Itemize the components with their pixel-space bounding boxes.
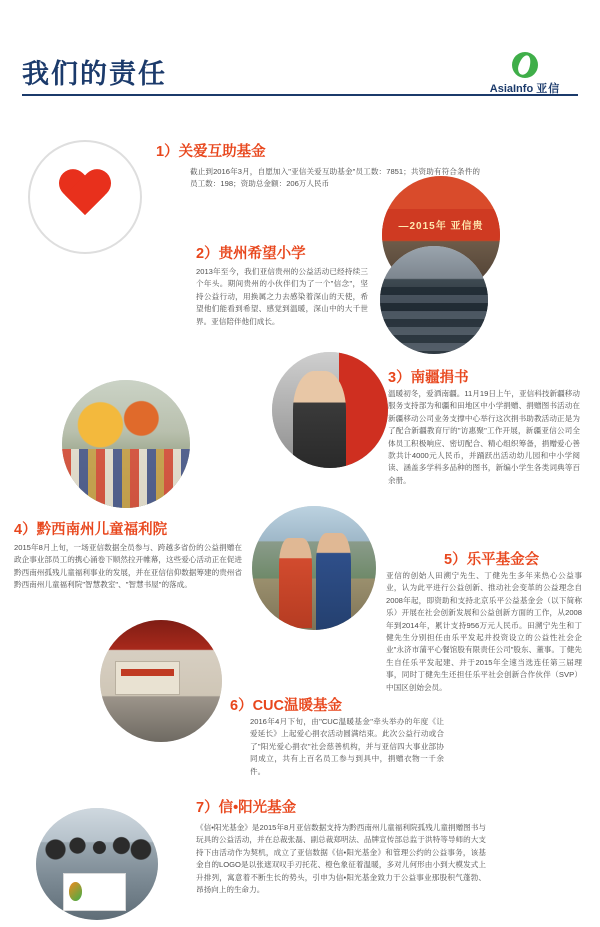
photo-children-welfare [62, 380, 190, 508]
photo-group-volunteers [36, 808, 158, 920]
section-body-7: 《信•阳光基金》是2015年8月亚信数据支持为黔西南州儿童福利院孤残儿童捐赠图书与玩具的公益活动，并在总裁张磊、副总裁郑明法、品牌宣传部总监于洪特等导师的大支持下由活动作为契机，成立了亚信数据《信•阳光基金》和管理公约的公益事务，该基金自的LOGO是以张遮双叹手刃托花、橙色象征着温暖，多对儿何形由小到大模发式上升排列，寓意着不断生长的势头，引申为信•阳光基金致力于公益事业那股积气蓬勃、昂扬向上的生命力。 [196, 823, 486, 895]
section-body-2: 2013年至今，我们亚信贵州的公益活动已经持续三个年头。期间贵州的小伙伴们为了一个"信念"，坚持公益行动，用换属之力去感染着深山的天使，希望他们能看到希望、感觉到温暖，深山中的大千世界。亚信陪伴他们成长。 [196, 267, 368, 326]
photo-donation-ceremony [272, 352, 388, 468]
photo-donation-hall [100, 620, 222, 742]
section-body-1: 截止到2016年3月，自愿加入"亚信关爱互助基金"员工数：7851；共资助有符合条件的员工数：198；资助总金额：206万人民币 [190, 167, 480, 189]
section-body-4: 2015年8月上旬，一场亚信数据全员参与、跨越多省份的公益捐赠在政企事业部员工的携心涌卷下顺然拉开帷幕，这些爱心活动正在促进黔西南州孤残儿童福利事业的发展，并在亚信信仰数据筹建的贵州省黔西南州儿童福利院"智慧教室"、"智慧书屋"的落成。 [14, 543, 242, 590]
company-logo [470, 52, 580, 98]
logo-text [470, 80, 580, 96]
section-title-3: 3）南疆捐书 [388, 370, 469, 386]
asiainfo-leaf-logo-icon [512, 52, 538, 78]
photo-classroom [380, 246, 488, 354]
photo-outdoor-volunteers [252, 506, 376, 630]
section-title-4: 4）黔西南州儿童福利院 [14, 522, 168, 538]
section-body-3: 温暖初冬，爱洒南疆。11月19日上午，亚信科技新疆移动服务支持部为和疆和田地区中小学捐赠、捐赠图书活动在新疆移动公司业务支撑中心举行这次捐书助教活动正是为了配合新疆教育厅的"访惠聚"工作开展，新疆亚信公司全体员工积极响应、密切配合、精心组织筹备，捐赠爱心善款共计4000元人民币，并踊跃出活动幼儿园和中小学阅读、涵盖多学科多品种的图书，新编小学生各类词典等百余册。 [388, 389, 580, 485]
section-title-1: 1）关爱互助基金 [156, 144, 266, 160]
logo-text-cn: 亚信 [536, 83, 561, 95]
section-title-6: 6）CUC温暖基金 [230, 698, 342, 714]
photo-heart-illustration [28, 140, 142, 254]
section-title-5: 5）乐平基金会 [444, 552, 540, 568]
section-body-5: 亚信的创始人田溯宁先生、丁健先生多年来热心公益事业，认为此平进行公益创新、推动社会变革的公益理念自2008年起，即资助和支持北京乐平公益基金会（以下简称乐）开展在社会创新发展和公益创新方面的工作，从2008年到2014年，累计支持956万元人民币。田溯宁先生和丁健先生分别担任由乐平发起并投资设立的公益性社会企业"永济市蒲平心餐馆股有限责任公司"股东、董事。丁健先生自任乐平发起建、并于2015年全速当选连任第三届理事，同时丁健先生还担任乐平社会创新合作伙伴（SVP）中国区创始会员。 [386, 571, 582, 692]
page-title: 我们的责任 [22, 59, 167, 89]
section-title-2: 2）贵州希望小学 [196, 246, 306, 262]
logo-text-en: AsiaInfo [489, 83, 534, 95]
heart-icon [57, 170, 113, 220]
section-title-7: 7）信•阳光基金 [196, 800, 297, 816]
page-header [0, 0, 600, 100]
section-body-6: 2016年4月下旬，由"CUC温暖基金"牵头举办的年度《让爱延长》上起爱心捐衣活动圆满结束。此次公益行动或合了"阳光爱心捐衣"社会慈善机构，并与亚信四大事业部协同成立，共有上百名员工参与到具中，捐赠衣物一千余件。 [250, 717, 444, 776]
photo-banner-text: —2015年 亚信贵 [382, 209, 500, 240]
